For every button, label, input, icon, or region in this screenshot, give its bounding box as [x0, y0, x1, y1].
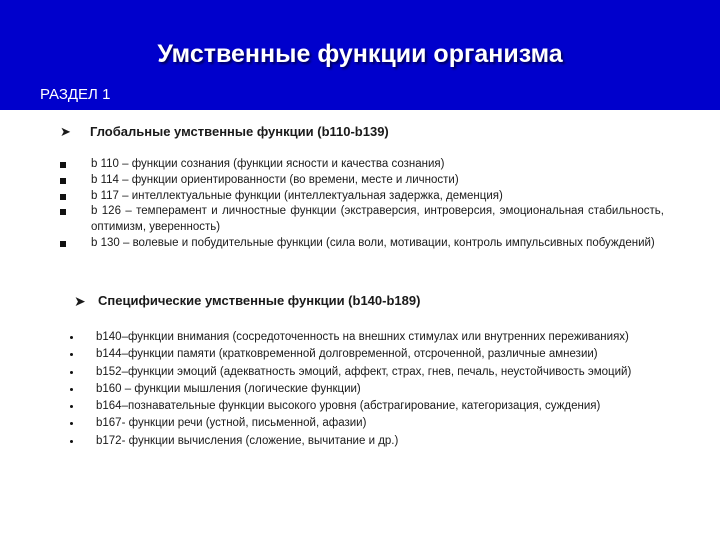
- global-functions-heading-text: Глобальные умственные функции (b110-b139): [90, 124, 389, 139]
- round-bullet-icon: [70, 440, 73, 443]
- list-item: b167- функции речи (устной, письменной, афазии): [66, 416, 672, 431]
- list-item: b 114 – функции ориентированности (во времени, месте и личности): [60, 173, 664, 189]
- round-bullet-icon: [70, 405, 73, 408]
- list-item: b164–познавательные функции высокого уровня (абстрагирование, категоризация, суждения): [66, 399, 672, 414]
- square-bullet-icon: [60, 209, 66, 215]
- list-item: b172- функции вычисления (сложение, вычитание и др.): [66, 434, 672, 449]
- square-bullet-icon: [60, 194, 66, 200]
- specific-functions-list: [66, 330, 672, 451]
- round-bullet-icon: [70, 388, 73, 391]
- slide-header: [0, 0, 720, 110]
- round-bullet-icon: [70, 371, 73, 374]
- square-bullet-icon: [60, 178, 66, 184]
- square-bullet-icon: [60, 162, 66, 168]
- global-functions-list: [60, 157, 664, 252]
- list-item: b144–функции памяти (кратковременной долговременной, отсроченной, различные амнезии): [66, 347, 672, 362]
- round-bullet-icon: [70, 422, 73, 425]
- section-label: РАЗДЕЛ 1: [40, 86, 111, 103]
- list-item: b 126 – темперамент и личностные функции (экстраверсия, интроверсия, эмоциональная стабильность, оптимизм, уверенность): [60, 204, 664, 236]
- list-item: b160 – функции мышления (логические функции): [66, 382, 672, 397]
- list-item: b140–функции внимания (сосредоточенность на внешних стимулах или внутренних переживаниях): [66, 330, 672, 345]
- list-item: b 117 – интеллектуальные функции (интеллектуальная задержка, деменция): [60, 189, 664, 205]
- round-bullet-icon: [70, 336, 73, 339]
- list-item: b 110 – функции сознания (функции ясности и качества сознания): [60, 157, 664, 173]
- list-item: b152–функции эмоций (адекватность эмоций, аффект, страх, гнев, печаль, неустойчивость эмоций): [66, 365, 672, 380]
- list-item: b 130 – волевые и побудительные функции (сила воли, мотивации, контроль импульсивных побуждений): [60, 236, 664, 252]
- specific-functions-heading-text: Специфические умственные функции (b140-b189): [98, 293, 421, 308]
- slide-title: Умственные функции организма: [157, 40, 563, 68]
- arrow-right-icon: ➤: [74, 293, 86, 309]
- arrow-right-icon: ➤: [60, 124, 71, 139]
- round-bullet-icon: [70, 353, 73, 356]
- square-bullet-icon: [60, 241, 66, 247]
